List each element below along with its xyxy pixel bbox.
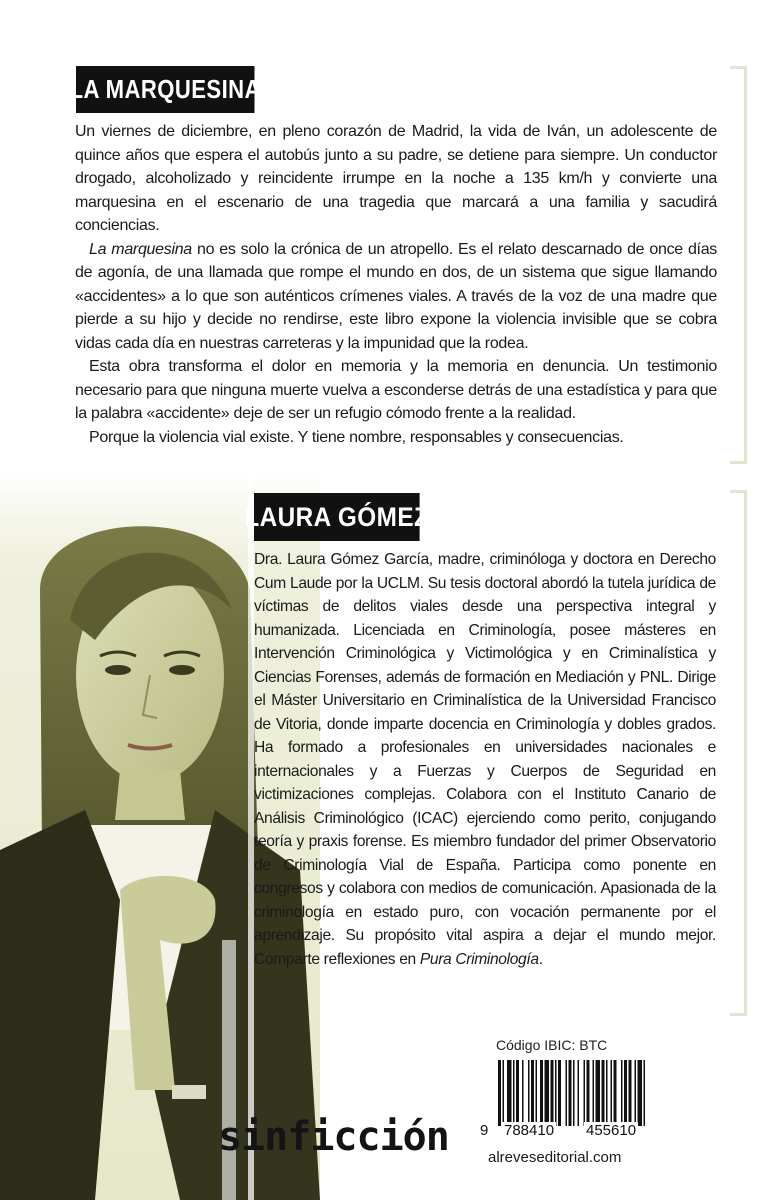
synopsis-paragraph: Porque la violencia vial existe. Y tiene nombre, responsables y consecuencias. [89, 428, 624, 446]
barcode-bar [624, 1060, 627, 1126]
barcode-bar [602, 1060, 605, 1126]
barcode-bar [528, 1060, 530, 1126]
barcode-digit-prefix: 9 [480, 1122, 489, 1139]
barcode-bar [566, 1060, 568, 1126]
synopsis-title-italic: La marquesina [89, 240, 192, 258]
barcode-bar [513, 1060, 515, 1126]
synopsis-paragraph: Un viernes de diciembre, en pleno corazón de Madrid, la vida de Iván, un adolescente de quince años que espera el autobús junto a su padre, se detiene para siempre. Un conductor drogado, alcoholizado y reincidente irrumpe en la noche a 135 km/h y convierte una marquesina en el escenario de una tragedia que marcará a una familia y sacudirá conciencias. [75, 123, 717, 234]
barcode-bar [516, 1060, 519, 1126]
decorative-bracket-top [730, 66, 747, 464]
isbn-barcode [478, 1058, 686, 1144]
publisher-logo [218, 1114, 458, 1174]
synopsis-paragraph: Esta obra transforma el dolor en memoria y la memoria en denuncia. Un testimonio necesario para que ninguna muerte vuelva a esconderse detrás de una estadística y para que la palabra «accidente» deje de ser un refugio cómodo frente a la realidad. [75, 358, 717, 422]
barcode-bar [558, 1060, 561, 1126]
barcode-bar [507, 1060, 512, 1126]
barcode-bar [540, 1060, 543, 1126]
barcode-digits-left: 788410 [504, 1122, 555, 1139]
barcode-bar [593, 1060, 595, 1126]
barcode-bar [611, 1060, 613, 1126]
barcode-bar [555, 1060, 557, 1126]
ibic-code: Código IBIC: BTC [496, 1037, 608, 1053]
publisher-logo-text: sinficción [218, 1114, 449, 1160]
book-title: LA MARQUESINA [69, 74, 261, 104]
barcode-digits-right: 455610 [586, 1122, 637, 1139]
barcode-bar [606, 1060, 608, 1126]
barcode-bar [536, 1060, 538, 1126]
barcode-bar [621, 1060, 623, 1126]
author-name: LAURA GÓMEZ [244, 501, 430, 532]
bio-text: Dra. Laura Gómez García, madre, criminóloga y doctora en Derecho Cum Laude por la UCLM. Su tesis doctoral abordó la tutela jurídica de víctimas de delitos viales desde una perspectiva integral y humanizada. Licenciada en Criminología, posee másteres en Intervención Criminológica y Victimológica y en Criminalística y Ciencias Forenses, además de formación en Mediación y PNL. Dirige el Máster Universitario en Criminalística de la Universidad Francisco de Vitoria, donde imparte docencia en Criminología y dobles grados. Ha formado a profesionales en universidades nacionales e internacionales y a Fuerzas y Cuerpos de Seguridad en victimizaciones complejas. Colabora con el Instituto Canario de Análisis Criminológico (ICAC) ejerciendo como perito, conjugando teoría y praxis forense. Es miembro fundador del primer Observatorio de Criminología Vial de España. Participa como ponente en congresos y colabora con medios de comunicación. Apasionada de la criminología en estado puro, con vocación permanente por el aprendizaje. Su propósito vital aspira a dejar el mundo mejor. Comparte reflexiones en [254, 551, 716, 968]
bio-paragraph [254, 548, 716, 971]
barcode-bar [498, 1060, 501, 1126]
barcode-bar [596, 1060, 601, 1126]
barcode-bar [638, 1060, 643, 1126]
barcode-bar [614, 1060, 617, 1126]
author-bio [254, 548, 716, 971]
synopsis [75, 120, 717, 449]
barcode-bar [584, 1060, 586, 1126]
barcode-bar [503, 1060, 505, 1126]
barcode-bar [569, 1060, 572, 1126]
bio-end: . [538, 950, 543, 968]
section-title-author [244, 493, 430, 541]
barcode-bar [531, 1060, 534, 1126]
decorative-bracket-bottom [730, 490, 747, 1016]
publisher-website: alreveseditorial.com [488, 1149, 622, 1166]
barcode-bar [587, 1060, 590, 1126]
barcode-bar [629, 1060, 632, 1126]
synopsis-paragraph [75, 238, 717, 356]
synopsis-text: no es solo la crónica de un atropello. Es el relato descarnado de once días de agonía, de una llamada que rompe el mundo en dos, de un sistema que sigue llamando «accidentes» a lo que son auténticos crímenes viales. A través de la voz de una madre que pierde a su hijo y decide no rendirse, este libro expone la violencia invisible que se cobra vidas cada día en nuestras carreteras y la impunidad que la rodea. [75, 240, 718, 352]
barcode-bar [573, 1060, 575, 1126]
bio-italic-title: Pura Criminología [419, 950, 539, 968]
barcode-bar [551, 1060, 554, 1126]
barcode-bar [578, 1060, 580, 1126]
barcode-bar [644, 1060, 646, 1126]
barcode-bar [522, 1060, 524, 1126]
section-title-book [69, 66, 261, 113]
barcode-bar [635, 1060, 637, 1126]
barcode-bar [545, 1060, 550, 1126]
